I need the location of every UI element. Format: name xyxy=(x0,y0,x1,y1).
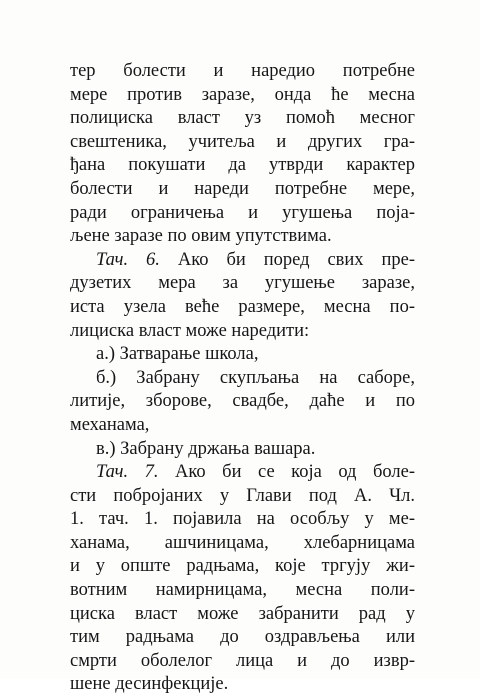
text-line: ханама, ашчиницама, хлебарницама xyxy=(70,532,415,553)
list-item-a: а.) Затварање школа, xyxy=(96,344,259,365)
text-line: смрти оболелог лица и до извр- xyxy=(70,650,415,671)
paragraph-label: Тач. 7. xyxy=(96,462,159,483)
text-line: дузетих мера за угушење заразе, xyxy=(70,273,415,294)
text-line: сти побројаних у Глави под А. Чл. xyxy=(70,485,415,506)
paragraph-tach-6: Тач. 6. Ако би поред свих пре- xyxy=(96,249,416,270)
text-line: лициска власт може наредити: xyxy=(70,320,310,341)
text-line: литије, зборове, свадбе, даће и по xyxy=(70,391,415,412)
text-line: љене заразе по овим упутствима. xyxy=(70,226,332,247)
text-line: тим радњама до оздрављења или xyxy=(70,627,415,648)
text-line: ради ограничења и угушења поја- xyxy=(70,202,415,223)
paragraph-label: Тач. 6. xyxy=(96,249,160,270)
text-line: тер болести и наредио потребне xyxy=(70,61,415,81)
text-line: циска власт може забранити рад у xyxy=(70,603,415,624)
text-line: мере против заразе, онда ће месна xyxy=(70,84,415,105)
list-item-v: в.) Забрану држања вашара. xyxy=(96,438,316,459)
text-line: болести и нареди потребне мере, xyxy=(70,178,415,199)
list-item-b: б.) Забрану скупљања на саборе, xyxy=(96,367,415,388)
text-line: свештеника, учитеља и других гра- xyxy=(70,131,415,152)
text-line: иста узела веће размере, месна по- xyxy=(70,296,415,317)
text-line: 1. тач. 1. појавила на особљу у ме- xyxy=(70,509,415,530)
text-line: полициска власт уз помоћ месног xyxy=(70,108,415,129)
text-line: механама, xyxy=(70,414,150,435)
document-text xyxy=(70,60,415,697)
text-line: вотним намирницама, месна поли- xyxy=(70,580,415,601)
text-line: и у опште радњама, које тргују жи- xyxy=(70,556,415,577)
text-line: шене десинфекције. xyxy=(70,674,229,695)
paragraph-tach-7: Тач. 7. Ако би се која од боле- xyxy=(96,462,416,483)
text-line: ђана покушати да утврди карактер xyxy=(70,155,415,176)
